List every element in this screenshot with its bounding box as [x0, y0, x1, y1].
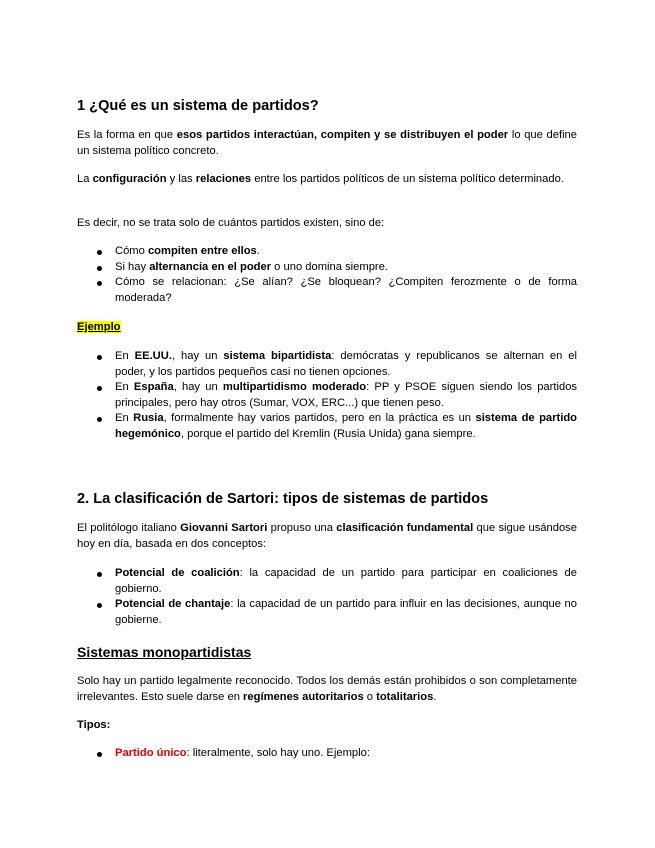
list-item: Si hay alternancia en el poder o uno domina siempre.	[77, 260, 577, 276]
example-label-block	[77, 320, 577, 336]
list-item: En EE.UU., hay un sistema bipartidista: demócratas y republicanos se alternan en el poder, y los partidos pequeños casi no tienen opciones.	[77, 349, 577, 380]
list-item: Potencial de chantaje: la capacidad de un partido para influir en las decisiones, aunque no gobierne.	[77, 597, 577, 628]
bullet-icon	[97, 417, 102, 422]
list-item: Partido único: literalmente, solo hay uno. Ejemplo:	[77, 746, 577, 762]
section-2-paragraph-1: El politólogo italiano Giovanni Sartori propuso una clasificación fundamental que sigue usándose hoy en día, basada en dos conceptos:	[77, 522, 578, 550]
list-item: Cómo compiten entre ellos.	[77, 244, 577, 260]
example-label: Ejemplo	[77, 321, 121, 333]
bullet-icon	[97, 250, 102, 255]
tipos-label: Tipos:	[77, 719, 111, 731]
list-item: Cómo se relacionan: ¿Se alían? ¿Se bloquean? ¿Compiten ferozmente o de forma moderada?	[77, 275, 577, 306]
bullet-icon	[97, 355, 102, 360]
examples-list	[77, 349, 577, 442]
subsection-heading: Sistemas monopartidistas	[77, 644, 252, 660]
section-2-paragraph-2: Solo hay un partido legalmente reconocido. Todos los demás están prohibidos o son completamente irrelevantes. Esto suele darse en regímenes autoritarios o totalitarios.	[77, 675, 577, 703]
section-2-heading: 2. La clasificación de Sartori: tipos de sistemas de partidos	[77, 491, 489, 507]
section-1-list	[77, 244, 577, 306]
tipos-label-block	[77, 718, 577, 734]
list-item: En España, hay un multipartidismo moderado: PP y PSOE siguen siendo los partidos principales, pero hay otros (Sumar, VOX, ERC...) que tienen peso.	[77, 380, 577, 411]
bullet-icon	[97, 281, 102, 286]
section-1-paragraph-3: Es decir, no se trata solo de cuántos partidos existen, sino de:	[77, 217, 385, 229]
bullet-icon	[97, 752, 102, 757]
section-1-paragraph-2: La configuración y las relaciones entre los partidos políticos de un sistema político determinado.	[77, 173, 564, 185]
tipos-list	[77, 746, 577, 762]
list-item: En Rusia, formalmente hay varios partidos, pero en la práctica es un sistema de partido hegemónico, porque el partido del Kremlin (Rusia Unida) gana siempre.	[77, 411, 577, 442]
section-1-heading: 1 ¿Qué es un sistema de partidos?	[77, 98, 319, 114]
bullet-icon	[97, 603, 102, 608]
section-1-paragraph-1: Es la forma en que esos partidos interactúan, compiten y se distribuyen el poder lo que define un sistema político concreto.	[77, 129, 577, 157]
bullet-icon	[97, 572, 102, 577]
section-2-list	[77, 566, 577, 628]
bullet-icon	[97, 386, 102, 391]
bullet-icon	[97, 266, 102, 271]
list-item: Potencial de coalición: la capacidad de un partido para participar en coaliciones de gobierno.	[77, 566, 577, 597]
